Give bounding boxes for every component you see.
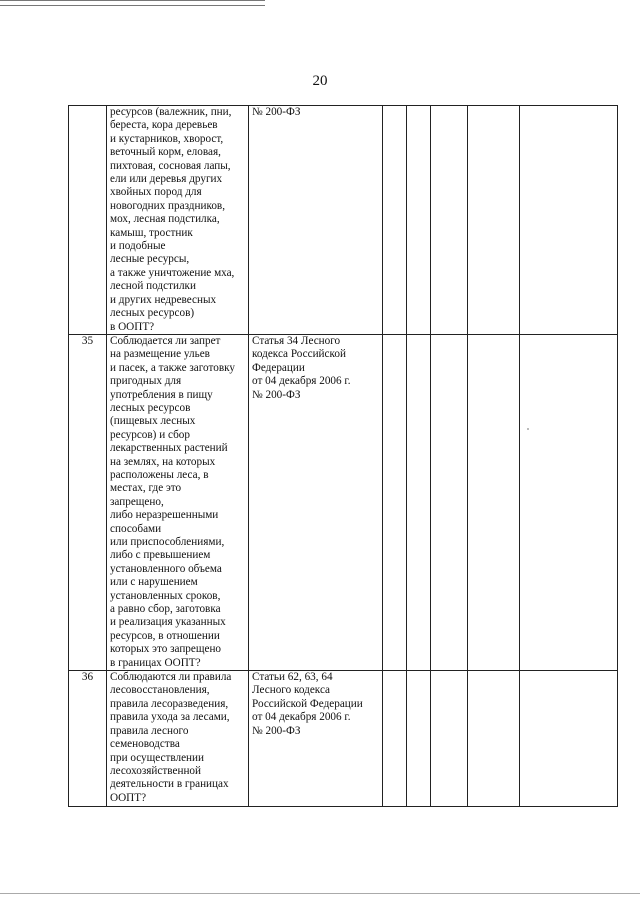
reference-line: от 04 декабря 2006 г. <box>252 711 351 724</box>
reference-line: кодекса Российской <box>252 348 346 361</box>
question-line: или приспособлениями, <box>110 536 225 548</box>
row-number: 35 <box>69 334 107 670</box>
empty-cell <box>431 106 468 335</box>
empty-cell <box>520 671 618 807</box>
question-line: пихтовая, сосновая лапы, <box>110 159 231 172</box>
question-line: лесовосстановления, <box>110 684 210 697</box>
empty-cell <box>431 334 468 670</box>
empty-cell <box>383 671 407 807</box>
table-row <box>69 334 618 670</box>
empty-cell <box>407 671 431 807</box>
question-line: мох, лесная подстилка, <box>110 213 220 226</box>
question-line: лесные ресурсы, <box>110 253 190 266</box>
question-line: камыш, тростник <box>110 226 193 239</box>
empty-cell <box>520 106 618 335</box>
question-line: ресурсов, в отношении <box>110 629 220 642</box>
question-line: и реализация указанных <box>110 616 226 629</box>
question-line: правила лесного <box>110 724 189 737</box>
question-line: семеноводства <box>110 738 180 751</box>
reference-line: № 200-ФЗ <box>252 724 301 737</box>
reference-line: № 200-ФЗ <box>252 106 301 118</box>
question-line: ООПТ? <box>110 791 147 804</box>
reference-cell <box>249 334 383 670</box>
question-line: употребления в пищу <box>110 388 213 401</box>
question-cell <box>107 334 249 670</box>
table-row <box>69 671 618 807</box>
question-line: установленного объема <box>110 562 222 575</box>
question-line: правила лесоразведения, <box>110 697 229 710</box>
empty-cell <box>520 334 618 670</box>
question-line: либо с превышением <box>110 549 211 562</box>
empty-cell <box>468 334 520 670</box>
question-line: и подобные <box>110 240 166 253</box>
question-line: ресурсов) и сбор <box>110 428 190 441</box>
scan-speck <box>527 428 529 430</box>
reference-line: Российской Федерации <box>252 697 363 710</box>
question-line: и кустарников, хворост, <box>110 132 224 145</box>
question-line: способами <box>110 522 162 535</box>
reference-cell <box>249 106 383 335</box>
table-row <box>69 106 618 335</box>
question-line: а также уничтожение мха, <box>110 266 235 279</box>
top-rule <box>0 0 265 6</box>
empty-cell <box>468 671 520 807</box>
question-line: на землях, на которых <box>110 455 216 468</box>
question-cell <box>107 106 249 335</box>
question-line: лесохозяйственной <box>110 764 202 777</box>
question-line: новогодних праздников, <box>110 199 225 212</box>
reference-line: Федерации <box>252 361 305 374</box>
question-line: ели или деревья других <box>110 173 223 186</box>
question-line: расположены леса, в <box>110 468 209 481</box>
row-number: 36 <box>69 671 107 807</box>
reference-line: от 04 декабря 2006 г. <box>252 375 351 388</box>
question-line: лекарственных растений <box>110 442 228 455</box>
question-line: в границах ООПТ? <box>110 656 201 669</box>
question-line: лесных ресурсов <box>110 401 191 414</box>
question-line: береста, кора деревьев <box>110 119 218 132</box>
empty-cell <box>407 334 431 670</box>
question-line: Соблюдаются ли правила <box>110 671 232 684</box>
question-line: местах, где это <box>110 482 182 495</box>
row-number <box>69 106 107 335</box>
empty-cell <box>383 106 407 335</box>
question-line: на размещение ульев <box>110 348 210 361</box>
bottom-rule <box>0 893 640 894</box>
reference-line: Статьи 62, 63, 64 <box>252 671 333 684</box>
question-line: Соблюдается ли запрет <box>110 334 221 347</box>
empty-cell <box>431 671 468 807</box>
question-line: или с нарушением <box>110 576 198 589</box>
reference-line: № 200-ФЗ <box>252 388 301 401</box>
question-line: которых это запрещено <box>110 643 222 656</box>
question-line: в ООПТ? <box>110 320 155 333</box>
question-line: и пасек, а также заготовку <box>110 361 235 374</box>
question-line: деятельности в границах <box>110 778 229 791</box>
question-line: правила ухода за лесами, <box>110 711 230 724</box>
question-line: (пищевых лесных <box>110 415 196 428</box>
empty-cell <box>407 106 431 335</box>
empty-cell <box>468 106 520 335</box>
question-line: лесной подстилки <box>110 280 196 293</box>
question-line: и других недревесных <box>110 293 217 306</box>
question-line: а равно сбор, заготовка <box>110 603 221 616</box>
requirements-table <box>68 105 618 807</box>
question-line: хвойных пород для <box>110 186 202 199</box>
page-number: 20 <box>312 73 328 89</box>
question-line: ресурсов (валежник, пни, <box>110 106 232 118</box>
reference-line: Лесного кодекса <box>252 684 331 697</box>
question-line: лесных ресурсов) <box>110 307 195 320</box>
question-line: веточный корм, еловая, <box>110 146 221 159</box>
question-line: запрещено, <box>110 495 164 508</box>
question-cell <box>107 671 249 807</box>
question-line: установленных сроков, <box>110 589 221 602</box>
reference-line: Статья 34 Лесного <box>252 334 341 347</box>
empty-cell <box>383 334 407 670</box>
table-body <box>69 106 618 807</box>
reference-cell <box>249 671 383 807</box>
question-line: пригодных для <box>110 375 182 388</box>
question-line: либо неразрешенными <box>110 509 219 522</box>
question-line: при осуществлении <box>110 751 205 764</box>
